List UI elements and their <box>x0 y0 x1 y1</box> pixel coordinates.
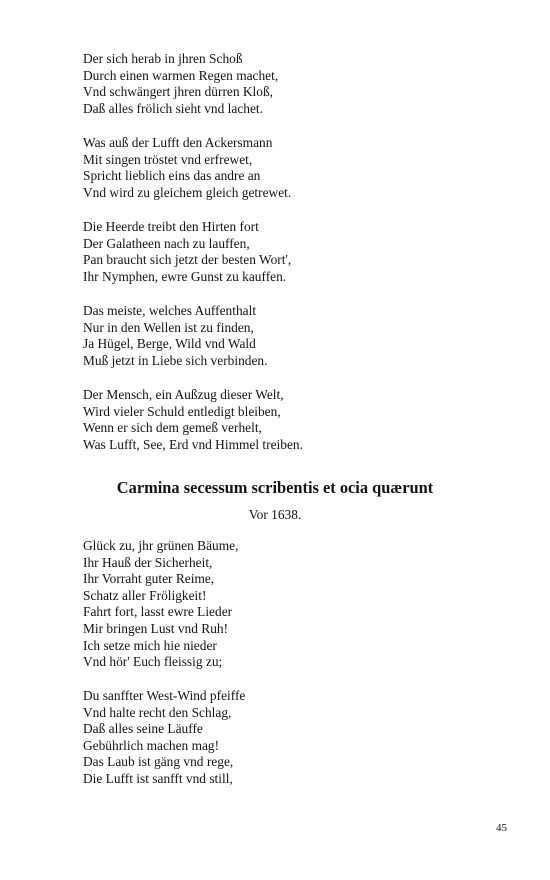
verse-line: Gebührlich machen mag! <box>83 737 220 753</box>
verse-line: Spricht lieblich eins das andre an <box>83 168 261 184</box>
verse-line: Ihr Nymphen, ewre Gunst zu kauffen. <box>83 268 287 284</box>
poem-stanza-1 <box>83 538 503 671</box>
verse-line: Was auß der Lufft den Ackersmann <box>83 135 273 150</box>
verse-line: Ihr Hauß der Sicherheit, <box>83 554 213 570</box>
verse-line: Das Laub ist gäng vnd rege, <box>83 754 234 770</box>
verse-line: Vnd halte recht den Schlag, <box>83 704 232 720</box>
verse-line: Glück zu, jhr grünen Bäume, <box>83 538 239 553</box>
verse-line: Wenn er sich dem gemeß verhelt, <box>83 420 262 436</box>
verse-line: Durch einen warmen Regen machet, <box>83 67 279 83</box>
verse-line: Mit singen tröstet vnd erfrewet, <box>83 151 253 167</box>
verse-line: Der Galatheen nach zu lauffen, <box>83 235 250 251</box>
verse-line: Pan braucht sich jetzt der besten Wort', <box>83 252 292 268</box>
stanza-top-2 <box>83 135 503 201</box>
verse-line: Das meiste, welches Auffenthalt <box>83 303 257 318</box>
stanza-top-4 <box>83 303 503 369</box>
verse-line: Der sich herab in jhren Schoß <box>83 51 243 66</box>
verse-line: Vnd wird zu gleichem gleich getrewet. <box>83 184 292 200</box>
verse-line: Vnd schwängert jhren dürren Kloß, <box>83 84 274 100</box>
verse-line: Muß jetzt in Liebe sich verbinden. <box>83 352 268 368</box>
verse-line: Daß alles seine Läuffe <box>83 721 203 737</box>
verse-line: Wird vieler Schuld entledigt bleiben, <box>83 403 281 419</box>
verse-line: Daß alles frölich sieht vnd lachet. <box>83 100 263 116</box>
verse-line: Vnd hör' Euch fleissig zu; <box>83 654 223 670</box>
verse-line: Ja Hügel, Berge, Wild vnd Wald <box>83 336 256 352</box>
verse-line: Die Lufft ist sanfft vnd still, <box>83 770 233 786</box>
verse-line: Was Lufft, See, Erd vnd Himmel treiben. <box>83 436 303 452</box>
stanza-top-5 <box>83 387 503 453</box>
verse-line: Du sanffter West-Wind pfeiffe <box>83 688 246 703</box>
poem-stanza-2 <box>83 688 503 788</box>
verse-line: Nur in den Wellen ist zu finden, <box>83 319 254 335</box>
verse-line: Mir bringen Lust vnd Ruh! <box>83 620 229 636</box>
verse-line: Der Mensch, ein Außzug dieser Welt, <box>83 387 284 402</box>
stanza-top-3 <box>83 219 503 285</box>
verse-line: Ihr Vorraht guter Reime, <box>83 571 215 587</box>
poem-title: Carmina secessum scribentis et ocia quærunt <box>116 478 434 497</box>
verse-line: Fahrt fort, lasst ewre Lieder <box>83 604 233 620</box>
verse-line: Die Heerde treibt den Hirten fort <box>83 219 259 234</box>
poem-date: Vor 1638. <box>248 507 302 522</box>
verse-line: Ich setze mich hie nieder <box>83 637 217 653</box>
verse-line: Schatz aller Fröligkeit! <box>83 587 207 603</box>
page-number: 45 <box>496 822 507 834</box>
stanza-top-1 <box>83 51 503 117</box>
